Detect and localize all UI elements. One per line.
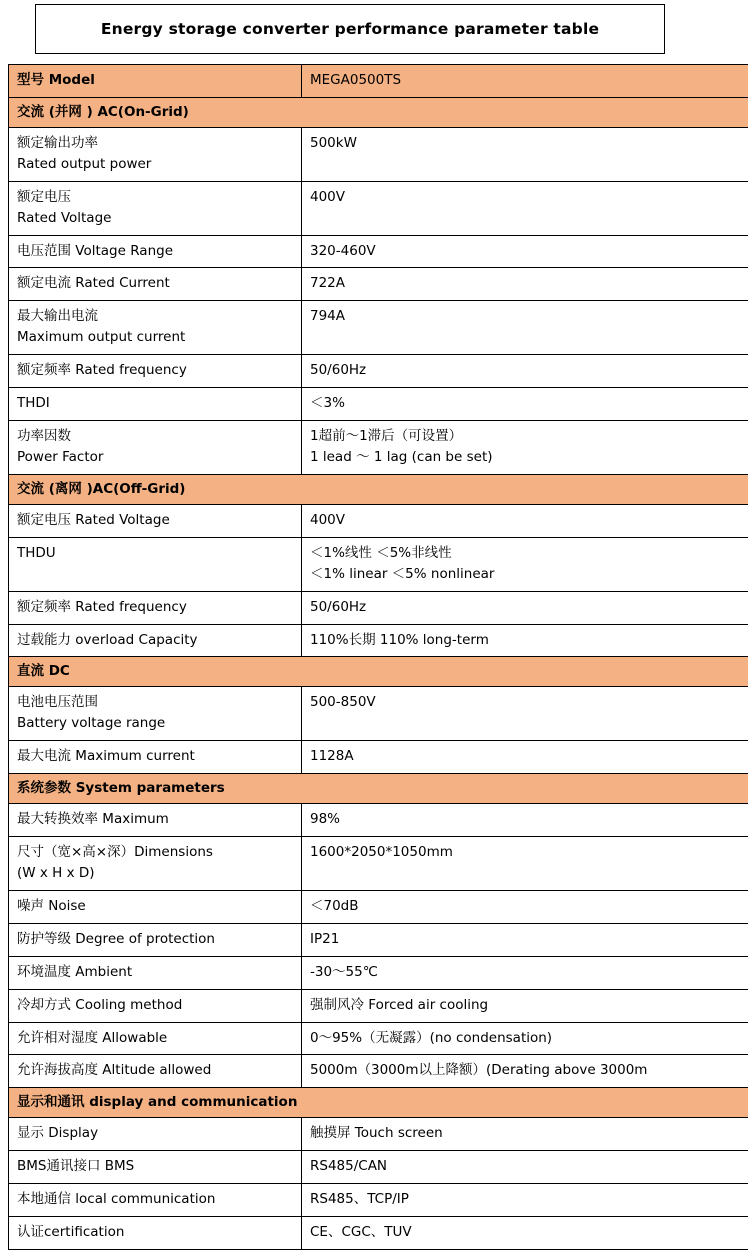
- parameter-value-cell: [302, 268, 748, 301]
- parameter-value-cell: [302, 421, 748, 475]
- parameter-label-cell: [9, 181, 302, 235]
- parameter-label-cell: [9, 687, 302, 741]
- parameter-label-line1: 型号 Model: [17, 70, 293, 91]
- parameter-label-line1: 认证certification: [17, 1222, 293, 1243]
- parameter-value-line1: 98%: [310, 809, 748, 830]
- parameter-label-cell: [9, 923, 302, 956]
- parameter-label-line1: 防护等级 Degree of protection: [17, 929, 293, 950]
- parameter-label-line1: 电压范围 Voltage Range: [17, 241, 293, 262]
- parameter-label-cell: [9, 127, 302, 181]
- table-row: [9, 923, 748, 956]
- parameter-value-cell: [302, 355, 748, 388]
- parameter-value-line1: ＜1%线性 ＜5%非线性: [310, 543, 748, 564]
- parameter-label-line2: Rated output power: [17, 154, 293, 175]
- table-row: [9, 836, 748, 890]
- parameter-label-line1: 本地通信 local communication: [17, 1189, 293, 1210]
- parameter-value-cell: [302, 235, 748, 268]
- table-body: [9, 65, 748, 1250]
- parameter-value-line1: 400V: [310, 187, 748, 208]
- table-row: [9, 1217, 748, 1250]
- parameter-label-cell: [9, 1184, 302, 1217]
- parameter-label-cell: [9, 65, 302, 98]
- parameter-value-line1: 触摸屏 Touch screen: [310, 1123, 748, 1144]
- parameter-label-line2: Rated Voltage: [17, 208, 293, 229]
- parameter-value-cell: [302, 1151, 748, 1184]
- parameter-label-cell: [9, 421, 302, 475]
- parameter-label-line2: (W x H x D): [17, 863, 293, 884]
- parameter-value-cell: [302, 624, 748, 657]
- parameter-value-line1: 1超前～1滞后（可设置）: [310, 426, 748, 447]
- parameter-label-line2: Battery voltage range: [17, 713, 293, 734]
- table-row: [9, 388, 748, 421]
- table-section-row: [9, 97, 748, 127]
- parameter-label-line1: 环境温度 Ambient: [17, 962, 293, 983]
- parameter-value-line1: 722A: [310, 273, 748, 294]
- section-header-label: 交流 (并网 ) AC(On-Grid): [9, 97, 748, 127]
- parameter-label-line1: THDI: [17, 393, 293, 414]
- parameter-value-line1: 5000m（3000m以上降额）(Derating above 3000m: [310, 1060, 748, 1081]
- table-row: [9, 890, 748, 923]
- table-row: [9, 687, 748, 741]
- parameter-value-line1: 强制风冷 Forced air cooling: [310, 995, 748, 1016]
- parameter-label-line1: 额定频率 Rated frequency: [17, 597, 293, 618]
- parameter-value-cell: [302, 687, 748, 741]
- parameter-value-cell: [302, 504, 748, 537]
- table-row: [9, 741, 748, 774]
- table-row: [9, 1022, 748, 1055]
- parameter-value-line1: -30～55℃: [310, 962, 748, 983]
- parameter-value-line1: ＜3%: [310, 393, 748, 414]
- document-title-box: [35, 4, 665, 54]
- parameter-value-line1: MEGA0500TS: [310, 70, 748, 91]
- table-row: [9, 355, 748, 388]
- parameter-value-line1: IP21: [310, 929, 748, 950]
- parameter-label-line1: 电池电压范围: [17, 692, 293, 713]
- table-section-row: [9, 1088, 748, 1118]
- parameter-label-cell: [9, 235, 302, 268]
- parameter-value-cell: [302, 65, 748, 98]
- table-row: [9, 1118, 748, 1151]
- parameter-label-cell: [9, 268, 302, 301]
- section-header-label: 交流 (离网 )AC(Off-Grid): [9, 474, 748, 504]
- parameter-label-line1: 额定电流 Rated Current: [17, 273, 293, 294]
- parameter-value-line1: 500-850V: [310, 692, 748, 713]
- parameter-value-line2: 1 lead ～ 1 lag (can be set): [310, 447, 748, 468]
- parameter-value-cell: [302, 1184, 748, 1217]
- parameter-value-line1: RS485、TCP/IP: [310, 1189, 748, 1210]
- table-row: [9, 181, 748, 235]
- parameter-value-cell: [302, 1217, 748, 1250]
- parameter-label-line2: Maximum output current: [17, 327, 293, 348]
- parameter-label-line1: 额定输出功率: [17, 133, 293, 154]
- parameter-label-line1: 过载能力 overload Capacity: [17, 630, 293, 651]
- parameter-value-line1: 50/60Hz: [310, 597, 748, 618]
- parameter-value-cell: [302, 836, 748, 890]
- section-header-label: 显示和通讯 display and communication: [9, 1088, 748, 1118]
- table-row: [9, 65, 748, 98]
- parameter-value-line1: 50/60Hz: [310, 360, 748, 381]
- parameter-label-line2: Power Factor: [17, 447, 293, 468]
- parameter-value-cell: [302, 1055, 748, 1088]
- table-row: [9, 504, 748, 537]
- parameter-value-cell: [302, 1022, 748, 1055]
- parameter-value-line1: 500kW: [310, 133, 748, 154]
- parameter-value-cell: [302, 1118, 748, 1151]
- section-header-label: 直流 DC: [9, 657, 748, 687]
- parameter-value-line1: CE、CGC、TUV: [310, 1222, 748, 1243]
- parameter-value-line1: 320-460V: [310, 241, 748, 262]
- parameter-label-cell: [9, 1151, 302, 1184]
- parameter-label-line1: 冷却方式 Cooling method: [17, 995, 293, 1016]
- table-section-row: [9, 474, 748, 504]
- parameter-label-line1: BMS通讯接口 BMS: [17, 1156, 293, 1177]
- parameter-value-cell: [302, 741, 748, 774]
- parameter-value-line1: 794A: [310, 306, 748, 327]
- parameter-value-line1: ＜70dB: [310, 896, 748, 917]
- table-row: [9, 1055, 748, 1088]
- parameter-label-cell: [9, 624, 302, 657]
- table-row: [9, 421, 748, 475]
- parameter-label-cell: [9, 591, 302, 624]
- parameter-label-line1: 最大输出电流: [17, 306, 293, 327]
- parameter-value-line1: 1128A: [310, 746, 748, 767]
- parameter-label-line1: 显示 Display: [17, 1123, 293, 1144]
- parameter-label-cell: [9, 355, 302, 388]
- page-title: Energy storage converter performance parameter table: [101, 20, 599, 38]
- parameter-value-cell: [302, 923, 748, 956]
- table-row: [9, 301, 748, 355]
- table-row: [9, 1184, 748, 1217]
- parameter-value-cell: [302, 989, 748, 1022]
- parameter-label-line1: 噪声 Noise: [17, 896, 293, 917]
- table-row: [9, 956, 748, 989]
- parameter-label-line1: 允许海拔高度 Altitude allowed: [17, 1060, 293, 1081]
- parameter-value-cell: [302, 388, 748, 421]
- table-row: [9, 591, 748, 624]
- parameter-label-cell: [9, 956, 302, 989]
- table-row: [9, 989, 748, 1022]
- parameter-label-cell: [9, 1022, 302, 1055]
- table-row: [9, 127, 748, 181]
- table-row: [9, 235, 748, 268]
- parameter-label-line1: 额定频率 Rated frequency: [17, 360, 293, 381]
- parameter-label-cell: [9, 989, 302, 1022]
- parameter-value-cell: [302, 890, 748, 923]
- parameter-label-cell: [9, 1118, 302, 1151]
- parameter-value-cell: [302, 301, 748, 355]
- parameter-label-line1: 最大转换效率 Maximum: [17, 809, 293, 830]
- parameter-label-cell: [9, 504, 302, 537]
- parameter-label-cell: [9, 804, 302, 837]
- parameter-label-line1: 最大电流 Maximum current: [17, 746, 293, 767]
- parameter-value-cell: [302, 804, 748, 837]
- parameter-value-cell: [302, 127, 748, 181]
- parameter-label-line1: 额定电压: [17, 187, 293, 208]
- table-row: [9, 268, 748, 301]
- parameter-value-line2: ＜1% linear ＜5% nonlinear: [310, 564, 748, 585]
- section-header-label: 系统参数 System parameters: [9, 774, 748, 804]
- parameter-label-line1: 额定电压 Rated Voltage: [17, 510, 293, 531]
- table-row: [9, 804, 748, 837]
- parameter-label-cell: [9, 388, 302, 421]
- parameter-label-cell: [9, 1055, 302, 1088]
- parameter-label-cell: [9, 1217, 302, 1250]
- parameter-value-line1: 400V: [310, 510, 748, 531]
- parameter-value-line1: 1600*2050*1050mm: [310, 842, 748, 863]
- parameter-value-cell: [302, 537, 748, 591]
- parameter-value-cell: [302, 591, 748, 624]
- parameter-label-cell: [9, 537, 302, 591]
- parameter-label-cell: [9, 890, 302, 923]
- table-section-row: [9, 657, 748, 687]
- parameter-label-line1: THDU: [17, 543, 293, 564]
- parameter-label-line1: 功率因数: [17, 426, 293, 447]
- parameter-label-line1: 允许相对湿度 Allowable: [17, 1028, 293, 1049]
- table-row: [9, 537, 748, 591]
- parameter-label-cell: [9, 301, 302, 355]
- parameter-label-line1: 尺寸（宽×高×深）Dimensions: [17, 842, 293, 863]
- parameter-label-cell: [9, 741, 302, 774]
- table-row: [9, 1151, 748, 1184]
- parameter-value-line1: 0～95%（无凝露）(no condensation): [310, 1028, 748, 1049]
- parameter-label-cell: [9, 836, 302, 890]
- specification-table: [8, 64, 748, 1250]
- parameter-value-cell: [302, 181, 748, 235]
- parameter-value-cell: [302, 956, 748, 989]
- table-section-row: [9, 774, 748, 804]
- parameter-value-line1: 110%长期 110% long-term: [310, 630, 748, 651]
- parameter-value-line1: RS485/CAN: [310, 1156, 748, 1177]
- table-row: [9, 624, 748, 657]
